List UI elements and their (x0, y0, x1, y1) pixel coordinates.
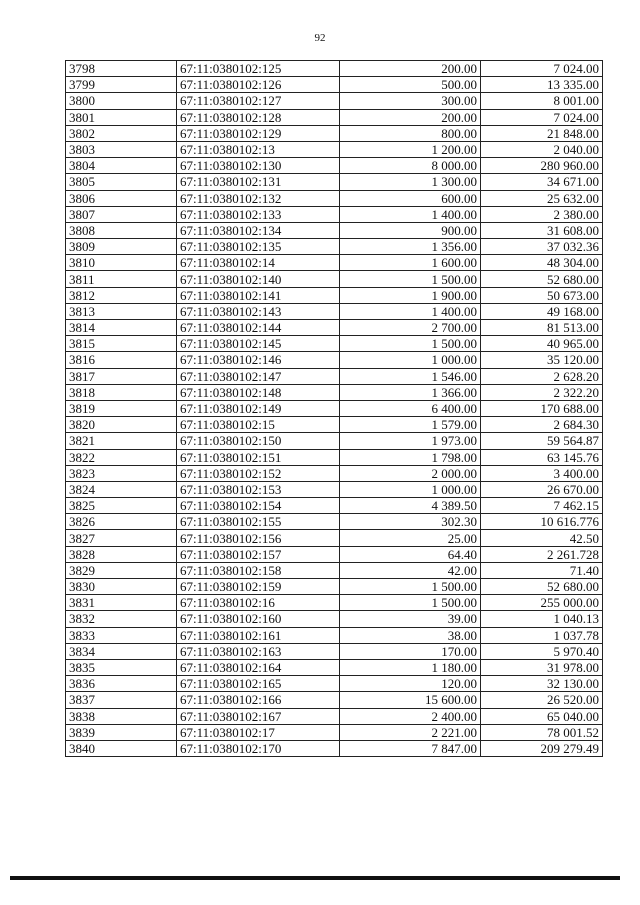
cadastral-number: 67:11:0380102:144 (177, 320, 340, 336)
cost-value: 71.40 (481, 562, 603, 578)
table-row (66, 481, 603, 497)
row-number: 3830 (66, 579, 177, 595)
table-row (66, 659, 603, 675)
cadastral-number: 67:11:0380102:159 (177, 579, 340, 595)
cost-value: 34 671.00 (481, 174, 603, 190)
cadastral-number: 67:11:0380102:133 (177, 206, 340, 222)
cadastral-number: 67:11:0380102:150 (177, 433, 340, 449)
row-number: 3838 (66, 708, 177, 724)
table-row (66, 320, 603, 336)
cadastral-number: 67:11:0380102:170 (177, 740, 340, 756)
area-value: 38.00 (340, 627, 481, 643)
row-number: 3798 (66, 61, 177, 77)
cost-value: 65 040.00 (481, 708, 603, 724)
cost-value: 37 032.36 (481, 239, 603, 255)
table-row (66, 643, 603, 659)
cost-value: 40 965.00 (481, 336, 603, 352)
row-number: 3819 (66, 400, 177, 416)
row-number: 3807 (66, 206, 177, 222)
row-number: 3818 (66, 384, 177, 400)
cost-value: 21 848.00 (481, 125, 603, 141)
area-value: 800.00 (340, 125, 481, 141)
row-number: 3824 (66, 481, 177, 497)
row-number: 3836 (66, 676, 177, 692)
row-number: 3808 (66, 222, 177, 238)
cost-value: 2 322.20 (481, 384, 603, 400)
area-value: 1 579.00 (340, 417, 481, 433)
cost-value: 52 680.00 (481, 271, 603, 287)
area-value: 1 180.00 (340, 659, 481, 675)
cadastral-number: 67:11:0380102:132 (177, 190, 340, 206)
area-value: 15 600.00 (340, 692, 481, 708)
cost-value: 5 970.40 (481, 643, 603, 659)
cost-value: 280 960.00 (481, 158, 603, 174)
table-row (66, 255, 603, 271)
table-row (66, 611, 603, 627)
area-value: 39.00 (340, 611, 481, 627)
cost-value: 50 673.00 (481, 287, 603, 303)
table-row (66, 158, 603, 174)
cost-value: 2 628.20 (481, 368, 603, 384)
area-value: 1 400.00 (340, 206, 481, 222)
cost-value: 2 380.00 (481, 206, 603, 222)
table-row (66, 61, 603, 77)
cadastral-number: 67:11:0380102:157 (177, 546, 340, 562)
table-row (66, 141, 603, 157)
row-number: 3828 (66, 546, 177, 562)
cost-value: 59 564.87 (481, 433, 603, 449)
cost-value: 31 608.00 (481, 222, 603, 238)
table-row (66, 546, 603, 562)
area-value: 1 900.00 (340, 287, 481, 303)
area-value: 1 400.00 (340, 303, 481, 319)
cadastral-number: 67:11:0380102:134 (177, 222, 340, 238)
row-number: 3799 (66, 77, 177, 93)
cadastral-number: 67:11:0380102:16 (177, 595, 340, 611)
row-number: 3839 (66, 724, 177, 740)
cost-value: 7 024.00 (481, 61, 603, 77)
cadastral-number: 67:11:0380102:149 (177, 400, 340, 416)
cost-value: 63 145.76 (481, 449, 603, 465)
table-row (66, 708, 603, 724)
table-row (66, 433, 603, 449)
row-number: 3814 (66, 320, 177, 336)
area-value: 2 700.00 (340, 320, 481, 336)
table-row (66, 93, 603, 109)
cost-value: 10 616.776 (481, 514, 603, 530)
area-value: 1 500.00 (340, 579, 481, 595)
cadastral-number: 67:11:0380102:14 (177, 255, 340, 271)
table-body (66, 61, 603, 757)
row-number: 3809 (66, 239, 177, 255)
cadastral-number: 67:11:0380102:129 (177, 125, 340, 141)
table-row (66, 384, 603, 400)
area-value: 1 973.00 (340, 433, 481, 449)
cadastral-number: 67:11:0380102:126 (177, 77, 340, 93)
table-row (66, 449, 603, 465)
area-value: 25.00 (340, 530, 481, 546)
table-row (66, 239, 603, 255)
area-value: 1 356.00 (340, 239, 481, 255)
area-value: 4 389.50 (340, 498, 481, 514)
cadastral-number: 67:11:0380102:128 (177, 109, 340, 125)
row-number: 3840 (66, 740, 177, 756)
table-row (66, 368, 603, 384)
table-row (66, 287, 603, 303)
cost-value: 42.50 (481, 530, 603, 546)
cost-value: 26 670.00 (481, 481, 603, 497)
cadastral-number: 67:11:0380102:152 (177, 465, 340, 481)
cadastral-number: 67:11:0380102:160 (177, 611, 340, 627)
row-number: 3801 (66, 109, 177, 125)
row-number: 3826 (66, 514, 177, 530)
cost-value: 255 000.00 (481, 595, 603, 611)
area-value: 1 000.00 (340, 352, 481, 368)
cost-value: 1 040.13 (481, 611, 603, 627)
area-value: 1 200.00 (340, 141, 481, 157)
area-value: 300.00 (340, 93, 481, 109)
table-row (66, 222, 603, 238)
area-value: 1 366.00 (340, 384, 481, 400)
row-number: 3829 (66, 562, 177, 578)
cadastral-number: 67:11:0380102:147 (177, 368, 340, 384)
cost-value: 1 037.78 (481, 627, 603, 643)
row-number: 3825 (66, 498, 177, 514)
table-row (66, 498, 603, 514)
cost-value: 209 279.49 (481, 740, 603, 756)
row-number: 3815 (66, 336, 177, 352)
area-value: 120.00 (340, 676, 481, 692)
cadastral-number: 67:11:0380102:155 (177, 514, 340, 530)
cadastral-number: 67:11:0380102:165 (177, 676, 340, 692)
cost-value: 2 684.30 (481, 417, 603, 433)
cadastral-number: 67:11:0380102:167 (177, 708, 340, 724)
row-number: 3820 (66, 417, 177, 433)
row-number: 3802 (66, 125, 177, 141)
table-row (66, 190, 603, 206)
table-row (66, 206, 603, 222)
row-number: 3803 (66, 141, 177, 157)
row-number: 3816 (66, 352, 177, 368)
area-value: 1 798.00 (340, 449, 481, 465)
row-number: 3834 (66, 643, 177, 659)
row-number: 3821 (66, 433, 177, 449)
cadastral-number: 67:11:0380102:161 (177, 627, 340, 643)
cadastral-number: 67:11:0380102:166 (177, 692, 340, 708)
cadastral-number: 67:11:0380102:127 (177, 93, 340, 109)
cadastral-number: 67:11:0380102:17 (177, 724, 340, 740)
row-number: 3833 (66, 627, 177, 643)
area-value: 1 500.00 (340, 271, 481, 287)
table-row (66, 676, 603, 692)
cost-value: 35 120.00 (481, 352, 603, 368)
row-number: 3805 (66, 174, 177, 190)
cost-value: 7 024.00 (481, 109, 603, 125)
table-row (66, 125, 603, 141)
cadastral-number: 67:11:0380102:146 (177, 352, 340, 368)
area-value: 2 000.00 (340, 465, 481, 481)
cadastral-number: 67:11:0380102:131 (177, 174, 340, 190)
row-number: 3804 (66, 158, 177, 174)
area-value: 42.00 (340, 562, 481, 578)
cadastral-number: 67:11:0380102:125 (177, 61, 340, 77)
cost-value: 7 462.15 (481, 498, 603, 514)
table-row (66, 336, 603, 352)
cadastral-number: 67:11:0380102:143 (177, 303, 340, 319)
row-number: 3806 (66, 190, 177, 206)
table-row (66, 724, 603, 740)
table-row (66, 303, 603, 319)
cost-value: 48 304.00 (481, 255, 603, 271)
area-value: 170.00 (340, 643, 481, 659)
cadastral-number: 67:11:0380102:145 (177, 336, 340, 352)
table-row (66, 465, 603, 481)
row-number: 3817 (66, 368, 177, 384)
row-number: 3810 (66, 255, 177, 271)
cadastral-number: 67:11:0380102:140 (177, 271, 340, 287)
area-value: 64.40 (340, 546, 481, 562)
cost-value: 32 130.00 (481, 676, 603, 692)
area-value: 8 000.00 (340, 158, 481, 174)
cadastral-number: 67:11:0380102:148 (177, 384, 340, 400)
area-value: 200.00 (340, 109, 481, 125)
cadastral-number: 67:11:0380102:15 (177, 417, 340, 433)
area-value: 900.00 (340, 222, 481, 238)
cadastral-number: 67:11:0380102:141 (177, 287, 340, 303)
cost-value: 3 400.00 (481, 465, 603, 481)
table-row (66, 174, 603, 190)
cost-value: 2 040.00 (481, 141, 603, 157)
table-row (66, 530, 603, 546)
page-number: 92 (314, 32, 326, 44)
cost-value: 52 680.00 (481, 579, 603, 595)
cost-value: 170 688.00 (481, 400, 603, 416)
area-value: 500.00 (340, 77, 481, 93)
area-value: 2 400.00 (340, 708, 481, 724)
area-value: 1 500.00 (340, 595, 481, 611)
area-value: 302.30 (340, 514, 481, 530)
cost-value: 25 632.00 (481, 190, 603, 206)
area-value: 1 546.00 (340, 368, 481, 384)
area-value: 600.00 (340, 190, 481, 206)
cadastral-number: 67:11:0380102:13 (177, 141, 340, 157)
row-number: 3800 (66, 93, 177, 109)
area-value: 1 300.00 (340, 174, 481, 190)
area-value: 7 847.00 (340, 740, 481, 756)
cadastral-table (65, 60, 603, 757)
table-row (66, 579, 603, 595)
cadastral-number: 67:11:0380102:154 (177, 498, 340, 514)
area-value: 6 400.00 (340, 400, 481, 416)
table-row (66, 271, 603, 287)
cadastral-number: 67:11:0380102:153 (177, 481, 340, 497)
area-value: 1 500.00 (340, 336, 481, 352)
area-value: 1 000.00 (340, 481, 481, 497)
cadastral-number: 67:11:0380102:163 (177, 643, 340, 659)
table-row (66, 562, 603, 578)
table-row (66, 400, 603, 416)
cadastral-number: 67:11:0380102:164 (177, 659, 340, 675)
cost-value: 2 261.728 (481, 546, 603, 562)
cost-value: 13 335.00 (481, 77, 603, 93)
row-number: 3827 (66, 530, 177, 546)
table-row (66, 595, 603, 611)
row-number: 3837 (66, 692, 177, 708)
row-number: 3813 (66, 303, 177, 319)
area-value: 200.00 (340, 61, 481, 77)
row-number: 3811 (66, 271, 177, 287)
cost-value: 81 513.00 (481, 320, 603, 336)
row-number: 3812 (66, 287, 177, 303)
cost-value: 26 520.00 (481, 692, 603, 708)
area-value: 1 600.00 (340, 255, 481, 271)
table-row (66, 109, 603, 125)
table-row (66, 514, 603, 530)
cadastral-number: 67:11:0380102:151 (177, 449, 340, 465)
cost-value: 31 978.00 (481, 659, 603, 675)
cost-value: 78 001.52 (481, 724, 603, 740)
bottom-rule (10, 876, 620, 880)
cadastral-number: 67:11:0380102:135 (177, 239, 340, 255)
cadastral-number: 67:11:0380102:158 (177, 562, 340, 578)
table-row (66, 417, 603, 433)
cost-value: 8 001.00 (481, 93, 603, 109)
cost-value: 49 168.00 (481, 303, 603, 319)
row-number: 3831 (66, 595, 177, 611)
table-row (66, 627, 603, 643)
row-number: 3832 (66, 611, 177, 627)
row-number: 3835 (66, 659, 177, 675)
cadastral-number: 67:11:0380102:156 (177, 530, 340, 546)
row-number: 3823 (66, 465, 177, 481)
row-number: 3822 (66, 449, 177, 465)
cadastral-number: 67:11:0380102:130 (177, 158, 340, 174)
area-value: 2 221.00 (340, 724, 481, 740)
table-row (66, 352, 603, 368)
table-row (66, 740, 603, 756)
table-row (66, 77, 603, 93)
table-row (66, 692, 603, 708)
